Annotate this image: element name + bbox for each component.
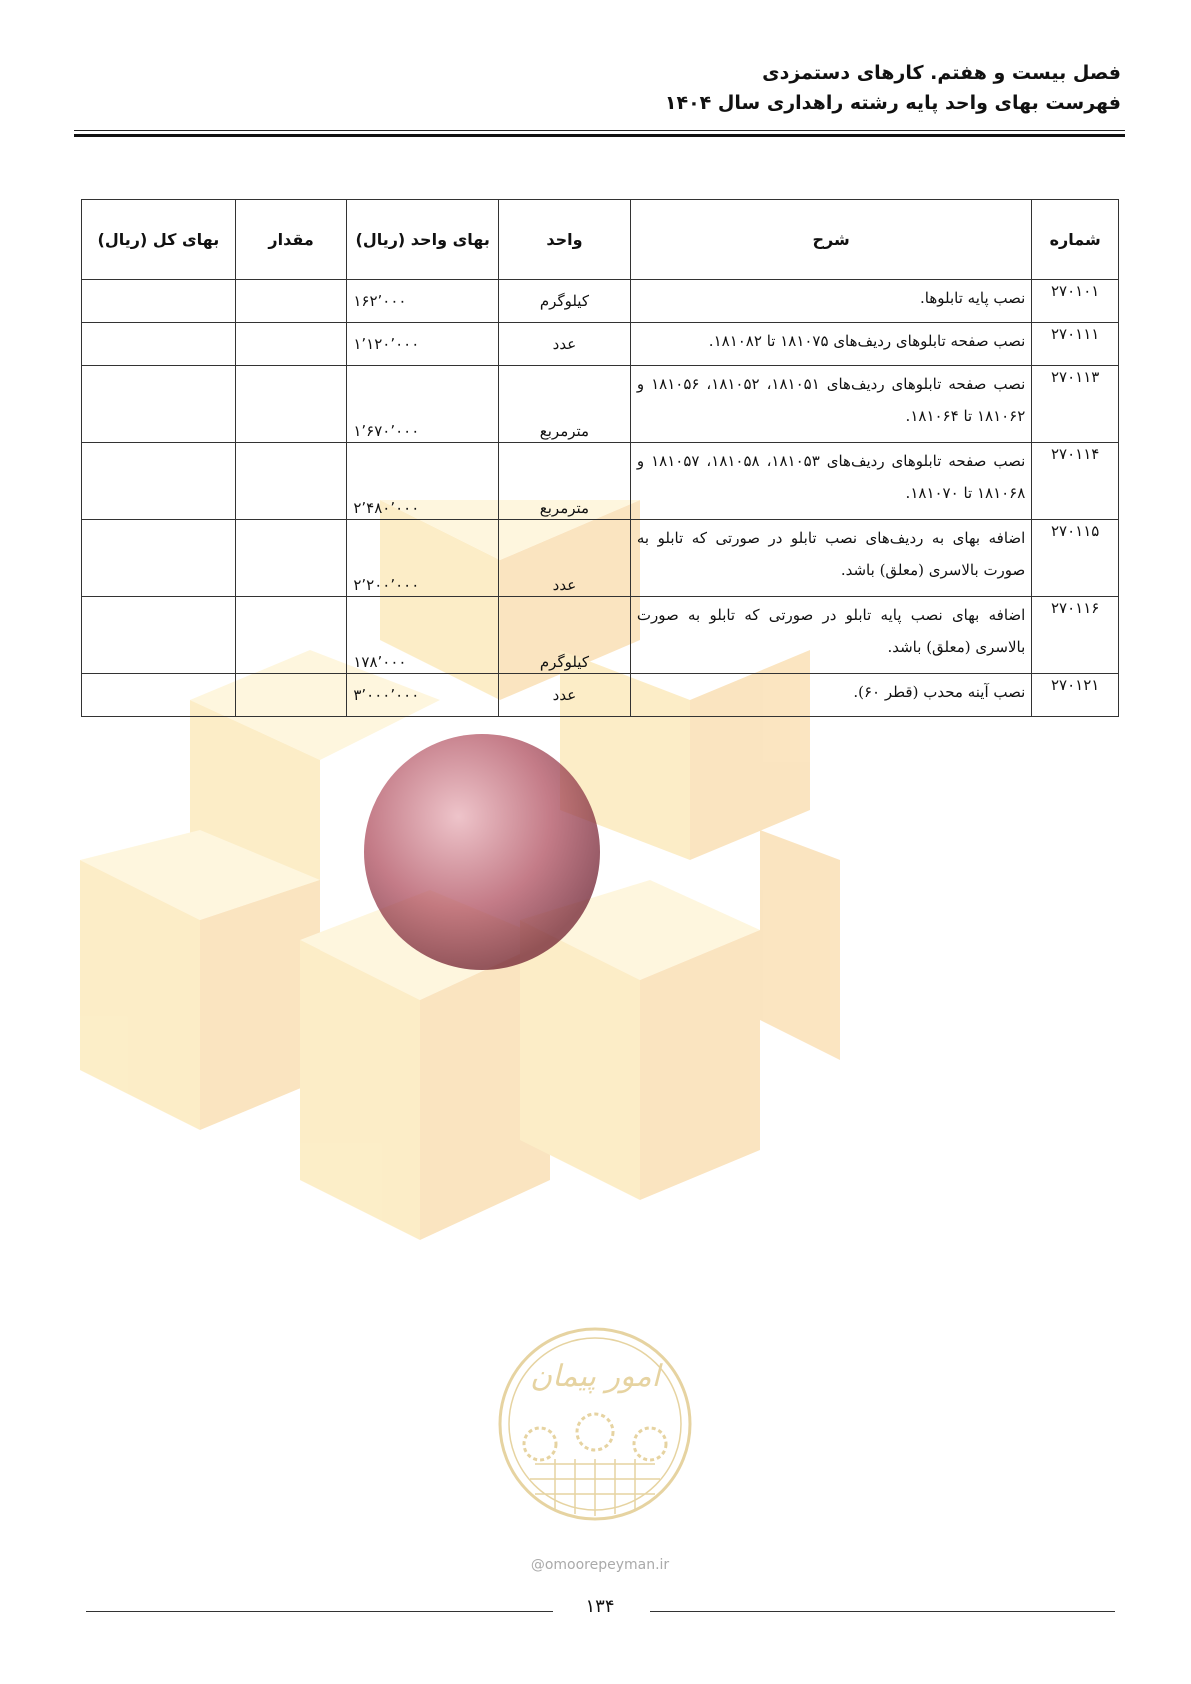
table-row bbox=[82, 597, 1119, 674]
logo-text: امور پیمان bbox=[530, 1359, 660, 1394]
cell-description: نصب صفحه تابلوهای ردیف‌های ۱۸۱۰۵۱، ۱۸۱۰۵۲، ۱۸۱۰۵۶ و ۱۸۱۰۶۲ تا ۱۸۱۰۶۴. bbox=[630, 366, 1031, 443]
cell-quantity bbox=[235, 520, 347, 597]
cell-quantity bbox=[235, 674, 347, 717]
page-number: ۱۳۴ bbox=[585, 1596, 615, 1617]
cell-description: نصب صفحه تابلوهای ردیف‌های ۱۸۱۰۵۳، ۱۸۱۰۵۸، ۱۸۱۰۵۷ و ۱۸۱۰۶۸ تا ۱۸۱۰۷۰. bbox=[630, 443, 1031, 520]
cell-code: ۲۷۰۱۲۱ bbox=[1032, 674, 1119, 717]
cell-unit: عدد bbox=[498, 323, 630, 366]
cell-total bbox=[82, 674, 236, 717]
cell-quantity bbox=[235, 597, 347, 674]
cell-unit-price: ۳٬۰۰۰٬۰۰۰ bbox=[347, 674, 499, 717]
cell-code: ۲۷۰۱۱۱ bbox=[1032, 323, 1119, 366]
cell-quantity bbox=[235, 443, 347, 520]
cell-code: ۲۷۰۱۱۵ bbox=[1032, 520, 1119, 597]
col-header-total-price: بهای کل (ریال) bbox=[82, 200, 236, 280]
cell-unit: عدد bbox=[498, 520, 630, 597]
cell-description: نصب پایه تابلوها. bbox=[630, 280, 1031, 323]
cell-unit: مترمربع bbox=[498, 443, 630, 520]
col-header-code: شماره bbox=[1032, 200, 1119, 280]
cell-description: اضافه بهای به ردیف‌های نصب تابلو در صورتی که تابلو به صورت بالاسری (معلق) باشد. bbox=[630, 520, 1031, 597]
cell-unit-price: ۱٬۱۲۰٬۰۰۰ bbox=[347, 323, 499, 366]
cell-code: ۲۷۰۱۱۳ bbox=[1032, 366, 1119, 443]
cell-quantity bbox=[235, 280, 347, 323]
website-watermark: @omoorepeyman.ir bbox=[530, 1557, 670, 1573]
page-header bbox=[61, 58, 1121, 118]
table-header-row bbox=[82, 200, 1119, 280]
cell-quantity bbox=[235, 323, 347, 366]
cell-code: ۲۷۰۱۰۱ bbox=[1032, 280, 1119, 323]
table-row bbox=[82, 323, 1119, 366]
omoorepeyman-logo bbox=[495, 1324, 695, 1529]
document-title: فهرست بهای واحد پایه رشته راهداری سال ۱۴۰۴ bbox=[664, 92, 1121, 114]
header-rule-thick bbox=[74, 134, 1125, 137]
cell-total bbox=[82, 520, 236, 597]
col-header-quantity: مقدار bbox=[235, 200, 347, 280]
footer-rule-left bbox=[86, 1611, 553, 1612]
col-header-unit-price: بهای واحد (ریال) bbox=[347, 200, 499, 280]
table-row bbox=[82, 280, 1119, 323]
chapter-title: فصل بیست و هفتم. کارهای دستمزدی bbox=[762, 62, 1121, 84]
table-row bbox=[82, 520, 1119, 597]
cell-description: نصب آینه محدب (قطر ۶۰). bbox=[630, 674, 1031, 717]
header-rule-thin bbox=[74, 130, 1125, 131]
cell-unit: کیلوگرم bbox=[498, 280, 630, 323]
cell-description: اضافه بهای نصب پایه تابلو در صورتی که تابلو به صورت بالاسری (معلق) باشد. bbox=[630, 597, 1031, 674]
cell-unit-price: ۱۷۸٬۰۰۰ bbox=[347, 597, 499, 674]
cell-unit: مترمربع bbox=[498, 366, 630, 443]
cell-unit: کیلوگرم bbox=[498, 597, 630, 674]
cell-total bbox=[82, 443, 236, 520]
cell-total bbox=[82, 597, 236, 674]
cell-unit-price: ۱۶۲٬۰۰۰ bbox=[347, 280, 499, 323]
cell-unit-price: ۲٬۴۸۰٬۰۰۰ bbox=[347, 443, 499, 520]
cell-total bbox=[82, 323, 236, 366]
col-header-description: شرح bbox=[630, 200, 1031, 280]
price-table bbox=[81, 199, 1119, 717]
col-header-unit: واحد bbox=[498, 200, 630, 280]
footer-rule-right bbox=[650, 1611, 1115, 1612]
cell-code: ۲۷۰۱۱۴ bbox=[1032, 443, 1119, 520]
cell-quantity bbox=[235, 366, 347, 443]
cell-unit-price: ۱٬۶۷۰٬۰۰۰ bbox=[347, 366, 499, 443]
table-row bbox=[82, 366, 1119, 443]
table-row bbox=[82, 443, 1119, 520]
cell-unit: عدد bbox=[498, 674, 630, 717]
cell-unit-price: ۲٬۲۰۰٬۰۰۰ bbox=[347, 520, 499, 597]
cell-code: ۲۷۰۱۱۶ bbox=[1032, 597, 1119, 674]
cell-total bbox=[82, 280, 236, 323]
table-row bbox=[82, 674, 1119, 717]
cell-description: نصب صفحه تابلوهای ردیف‌های ۱۸۱۰۷۵ تا ۱۸۱۰۸۲. bbox=[630, 323, 1031, 366]
cell-total bbox=[82, 366, 236, 443]
